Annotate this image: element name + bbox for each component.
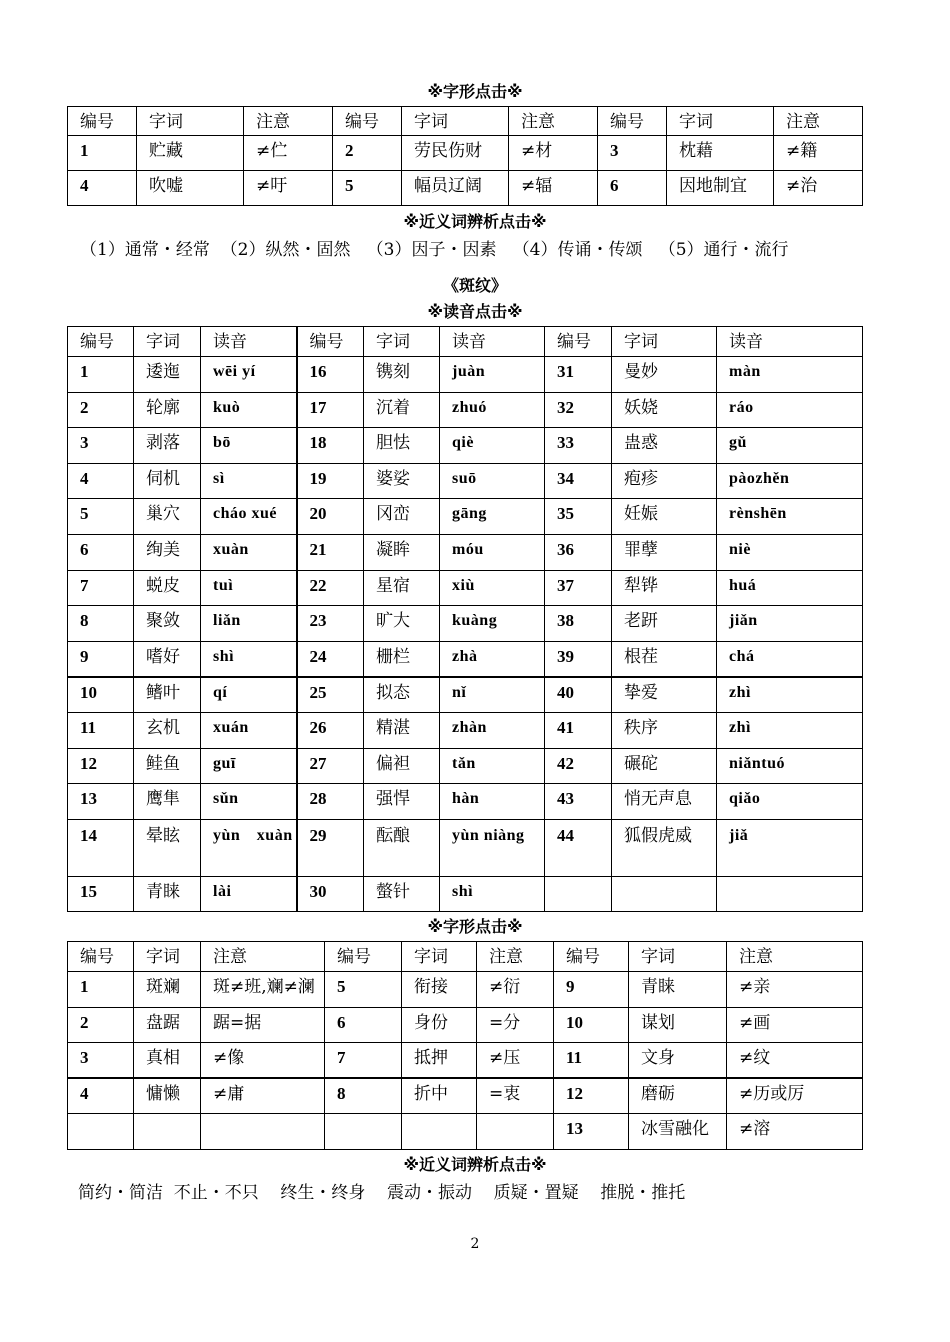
cell-number: 15 [68,876,134,912]
cell-number: 28 [297,784,364,820]
cell-pinyin: gǔ [717,428,863,464]
cell-number: 7 [325,1043,402,1079]
cell-pinyin: cháo xué [201,499,297,535]
cell-word: 鳍叶 [134,677,201,713]
table-row [68,499,863,535]
cell-note: ≠画 [727,1007,863,1043]
cell-number: 10 [68,677,134,713]
cell-pinyin: ráo [717,392,863,428]
cell-number: 43 [545,784,612,820]
cell-number: 5 [333,171,402,206]
table-row [68,1007,863,1043]
cell-pinyin: chá [717,641,863,677]
cell-pinyin: jiǎn [717,606,863,642]
cell-number: 2 [68,1007,134,1043]
cell-word: 盘踞 [134,1007,201,1043]
cell-word [134,1114,201,1150]
cell-number: 40 [545,677,612,713]
cell-word: 精湛 [364,712,440,748]
cell-word: 嗜好 [134,641,201,677]
cell-number: 37 [545,570,612,606]
cell-number [68,1114,134,1150]
header-cell: 注意 [509,107,598,136]
cell-pinyin: huá [717,570,863,606]
cell-pinyin: qiè [440,428,545,464]
cell-word: 斑斓 [134,972,201,1008]
cell-note: ≠辐 [509,171,598,206]
header-cell: 编号 [333,107,402,136]
cell-word: 悄无声息 [612,784,717,820]
cell-number: 44 [545,819,612,876]
cell-note: ≠历或厉 [727,1078,863,1114]
cell-number: 4 [68,463,134,499]
header-cell: 编号 [545,327,612,357]
cell-pinyin: sǔn [201,784,297,820]
cell-number: 36 [545,534,612,570]
table-row [68,606,863,642]
cell-word: 青睐 [134,876,201,912]
cell-word: 疱疹 [612,463,717,499]
cell-number: 3 [68,1043,134,1079]
cell-word: 谋划 [629,1007,727,1043]
table-row [68,748,863,784]
cell-number: 8 [325,1078,402,1114]
synonym-line-1: （1）通常・经常 （2）纵然・固然 （3）因子・因素 （4）传诵・传颂 （5）通行・流行 [80,240,789,260]
cell-pinyin: pàozhěn [717,463,863,499]
cell-word: 鹰隼 [134,784,201,820]
cell-word: 磨砺 [629,1078,727,1114]
table-row [68,1114,863,1150]
cell-number: 34 [545,463,612,499]
table-row [68,392,863,428]
cell-pinyin: xiù [440,570,545,606]
cell-pinyin: hàn [440,784,545,820]
cell-number [545,876,612,912]
header-cell: 字词 [402,107,509,136]
cell-word: 贮藏 [137,136,244,171]
cell-number: 21 [297,534,364,570]
cell-number: 1 [68,136,137,171]
cell-note [201,1114,325,1150]
header-cell: 编号 [68,942,134,972]
cell-word: 曼妙 [612,357,717,393]
cell-pinyin: zhuó [440,392,545,428]
cell-number: 6 [68,534,134,570]
table-row [68,712,863,748]
cell-pinyin: qí [201,677,297,713]
cell-pinyin: zhàn [440,712,545,748]
header-cell: 编号 [68,107,137,136]
cell-number: 31 [545,357,612,393]
table-row [68,784,863,820]
cell-number: 19 [297,463,364,499]
cell-word: 胆怯 [364,428,440,464]
cell-pinyin: jiǎ [717,819,863,876]
cell-number: 9 [68,641,134,677]
cell-note: ≠治 [774,171,863,206]
cell-pinyin: kuàng [440,606,545,642]
cell-word: 婆娑 [364,463,440,499]
table-row [68,570,863,606]
cell-pinyin: tuì [201,570,297,606]
glyph-table-2 [67,941,863,1150]
cell-word: 老趼 [612,606,717,642]
cell-number: 10 [554,1007,629,1043]
cell-number: 20 [297,499,364,535]
header-cell: 注意 [201,942,325,972]
cell-number: 3 [598,136,667,171]
cell-word: 伺机 [134,463,201,499]
cell-number: 33 [545,428,612,464]
cell-note: =衷 [477,1078,554,1114]
cell-word: 碾砣 [612,748,717,784]
cell-word: 冰雪融化 [629,1114,727,1150]
cell-pinyin: guī [201,748,297,784]
cell-number: 11 [554,1043,629,1079]
cell-number: 39 [545,641,612,677]
cell-pinyin: xuàn [201,534,297,570]
glyph-table-1 [67,106,863,206]
cell-word: 枕藉 [667,136,774,171]
header-cell: 字词 [137,107,244,136]
cell-word: 文身 [629,1043,727,1079]
cell-number: 8 [68,606,134,642]
cell-word: 轮廓 [134,392,201,428]
cell-note: 斑≠班,斓≠澜 [201,972,325,1008]
table-row [68,819,863,876]
cell-word: 挚爱 [612,677,717,713]
cell-word: 根茬 [612,641,717,677]
cell-pinyin: gāng [440,499,545,535]
cell-pinyin: sì [201,463,297,499]
cell-word: 栅栏 [364,641,440,677]
cell-note: ≠伫 [244,136,333,171]
table-row [68,876,863,912]
pronunciation-table [67,326,863,912]
cell-number [325,1114,402,1150]
cell-pinyin: rènshēn [717,499,863,535]
cell-word: 折中 [402,1078,477,1114]
header-cell: 字词 [134,942,201,972]
header-cell: 编号 [68,327,134,357]
table-row [68,463,863,499]
cell-word: 镌刻 [364,357,440,393]
table-row [68,677,863,713]
cell-number: 38 [545,606,612,642]
cell-number: 41 [545,712,612,748]
cell-word: 沉着 [364,392,440,428]
cell-word: 幅员辽阔 [402,171,509,206]
cell-word: 酝酿 [364,819,440,876]
header-cell: 编号 [554,942,629,972]
cell-word: 玄机 [134,712,201,748]
cell-pinyin [717,876,863,912]
header-cell: 字词 [667,107,774,136]
cell-number: 16 [297,357,364,393]
cell-word: 身份 [402,1007,477,1043]
cell-note [477,1114,554,1150]
cell-word: 凝眸 [364,534,440,570]
cell-word: 偏袒 [364,748,440,784]
cell-number: 1 [68,357,134,393]
cell-pinyin: zhà [440,641,545,677]
section-title-pronunciation: ※读音点击※ [427,302,523,321]
cell-number: 12 [68,748,134,784]
cell-word: 星宿 [364,570,440,606]
cell-number: 7 [68,570,134,606]
header-cell: 编号 [325,942,402,972]
cell-note: ≠像 [201,1043,325,1079]
cell-number: 26 [297,712,364,748]
cell-number: 18 [297,428,364,464]
cell-note: 踞=据 [201,1007,325,1043]
cell-word: 冈峦 [364,499,440,535]
cell-pinyin: màn [717,357,863,393]
cell-number: 2 [333,136,402,171]
cell-number: 4 [68,171,137,206]
cell-note: ≠溶 [727,1114,863,1150]
cell-pinyin: móu [440,534,545,570]
cell-pinyin: tǎn [440,748,545,784]
header-cell: 读音 [440,327,545,357]
synonym-line-2: 简约・简洁 不止・不只 终生・终身 震动・振动 质疑・置疑 推脱・推托 [78,1183,686,1203]
section-title-synonym-2: ※近义词辨析点击※ [403,1155,547,1174]
cell-number: 2 [68,392,134,428]
cell-word: 狐假虎威 [612,819,717,876]
cell-word: 劳民伤财 [402,136,509,171]
header-cell: 编号 [297,327,364,357]
cell-number: 32 [545,392,612,428]
cell-word: 罪孽 [612,534,717,570]
cell-pinyin: nǐ [440,677,545,713]
cell-number: 11 [68,712,134,748]
cell-word: 慵懒 [134,1078,201,1114]
cell-pinyin: kuò [201,392,297,428]
header-cell: 编号 [598,107,667,136]
cell-number: 23 [297,606,364,642]
cell-pinyin: yùn niàng [440,819,545,876]
cell-note: =分 [477,1007,554,1043]
cell-pinyin: zhì [717,677,863,713]
cell-note: ≠庸 [201,1078,325,1114]
cell-note: ≠压 [477,1043,554,1079]
cell-note: ≠籍 [774,136,863,171]
cell-number: 5 [68,499,134,535]
cell-word: 晕眩 [134,819,201,876]
cell-word: 抵押 [402,1043,477,1079]
page-number: 2 [470,1236,480,1252]
cell-pinyin: bō [201,428,297,464]
cell-word: 衔接 [402,972,477,1008]
cell-note: ≠纹 [727,1043,863,1079]
cell-word: 秩序 [612,712,717,748]
cell-word: 妖娆 [612,392,717,428]
cell-pinyin: shì [440,876,545,912]
table-row [68,1043,863,1079]
cell-pinyin: lài [201,876,297,912]
cell-word: 逶迤 [134,357,201,393]
section-title-glyph-1: ※字形点击※ [427,82,523,101]
table-row [68,428,863,464]
table-row [68,641,863,677]
cell-word: 蜕皮 [134,570,201,606]
cell-number: 25 [297,677,364,713]
cell-number: 29 [297,819,364,876]
cell-pinyin: qiǎo [717,784,863,820]
cell-pinyin: shì [201,641,297,677]
cell-word: 妊娠 [612,499,717,535]
cell-word: 犁铧 [612,570,717,606]
cell-number: 22 [297,570,364,606]
cell-number: 30 [297,876,364,912]
cell-number: 3 [68,428,134,464]
cell-word: 鲑鱼 [134,748,201,784]
cell-pinyin: xuán [201,712,297,748]
cell-word: 绚美 [134,534,201,570]
table-row [68,534,863,570]
lesson-title: 《斑纹》 [442,276,507,295]
cell-word: 青睐 [629,972,727,1008]
header-cell: 字词 [629,942,727,972]
table-row [68,1078,863,1114]
cell-number: 35 [545,499,612,535]
cell-word: 强悍 [364,784,440,820]
cell-number: 42 [545,748,612,784]
cell-pinyin: liǎn [201,606,297,642]
header-cell: 读音 [717,327,863,357]
table-row [68,357,863,393]
header-cell: 注意 [244,107,333,136]
cell-word: 拟态 [364,677,440,713]
cell-word [612,876,717,912]
cell-pinyin: suō [440,463,545,499]
table-row [68,972,863,1008]
cell-pinyin: niè [717,534,863,570]
cell-number: 17 [297,392,364,428]
cell-word: 巢穴 [134,499,201,535]
cell-word: 旷大 [364,606,440,642]
header-cell: 字词 [364,327,440,357]
cell-word: 聚敛 [134,606,201,642]
cell-pinyin: niǎntuó [717,748,863,784]
cell-word: 真相 [134,1043,201,1079]
header-cell: 注意 [727,942,863,972]
section-title-synonym-1: ※近义词辨析点击※ [403,212,547,231]
cell-number: 1 [68,972,134,1008]
cell-number: 6 [325,1007,402,1043]
header-cell: 字词 [402,942,477,972]
cell-word [402,1114,477,1150]
cell-number: 6 [598,171,667,206]
cell-word: 剥落 [134,428,201,464]
cell-note: ≠衍 [477,972,554,1008]
cell-number: 27 [297,748,364,784]
cell-pinyin: zhì [717,712,863,748]
header-cell: 字词 [134,327,201,357]
header-cell: 读音 [201,327,297,357]
cell-note: ≠材 [509,136,598,171]
cell-number: 14 [68,819,134,876]
cell-word: 吹嘘 [137,171,244,206]
header-cell: 字词 [612,327,717,357]
cell-word: 螫针 [364,876,440,912]
cell-number: 24 [297,641,364,677]
cell-word: 因地制宜 [667,171,774,206]
cell-number: 13 [68,784,134,820]
cell-number: 4 [68,1078,134,1114]
cell-number: 9 [554,972,629,1008]
cell-pinyin: yùn xuàn [201,819,297,876]
cell-note: ≠吁 [244,171,333,206]
cell-number: 13 [554,1114,629,1150]
cell-note: ≠亲 [727,972,863,1008]
cell-pinyin: wēi yí [201,357,297,393]
cell-number: 5 [325,972,402,1008]
cell-word: 蛊惑 [612,428,717,464]
cell-number: 12 [554,1078,629,1114]
section-title-glyph-2: ※字形点击※ [427,917,523,936]
cell-pinyin: juàn [440,357,545,393]
header-cell: 注意 [477,942,554,972]
header-cell: 注意 [774,107,863,136]
